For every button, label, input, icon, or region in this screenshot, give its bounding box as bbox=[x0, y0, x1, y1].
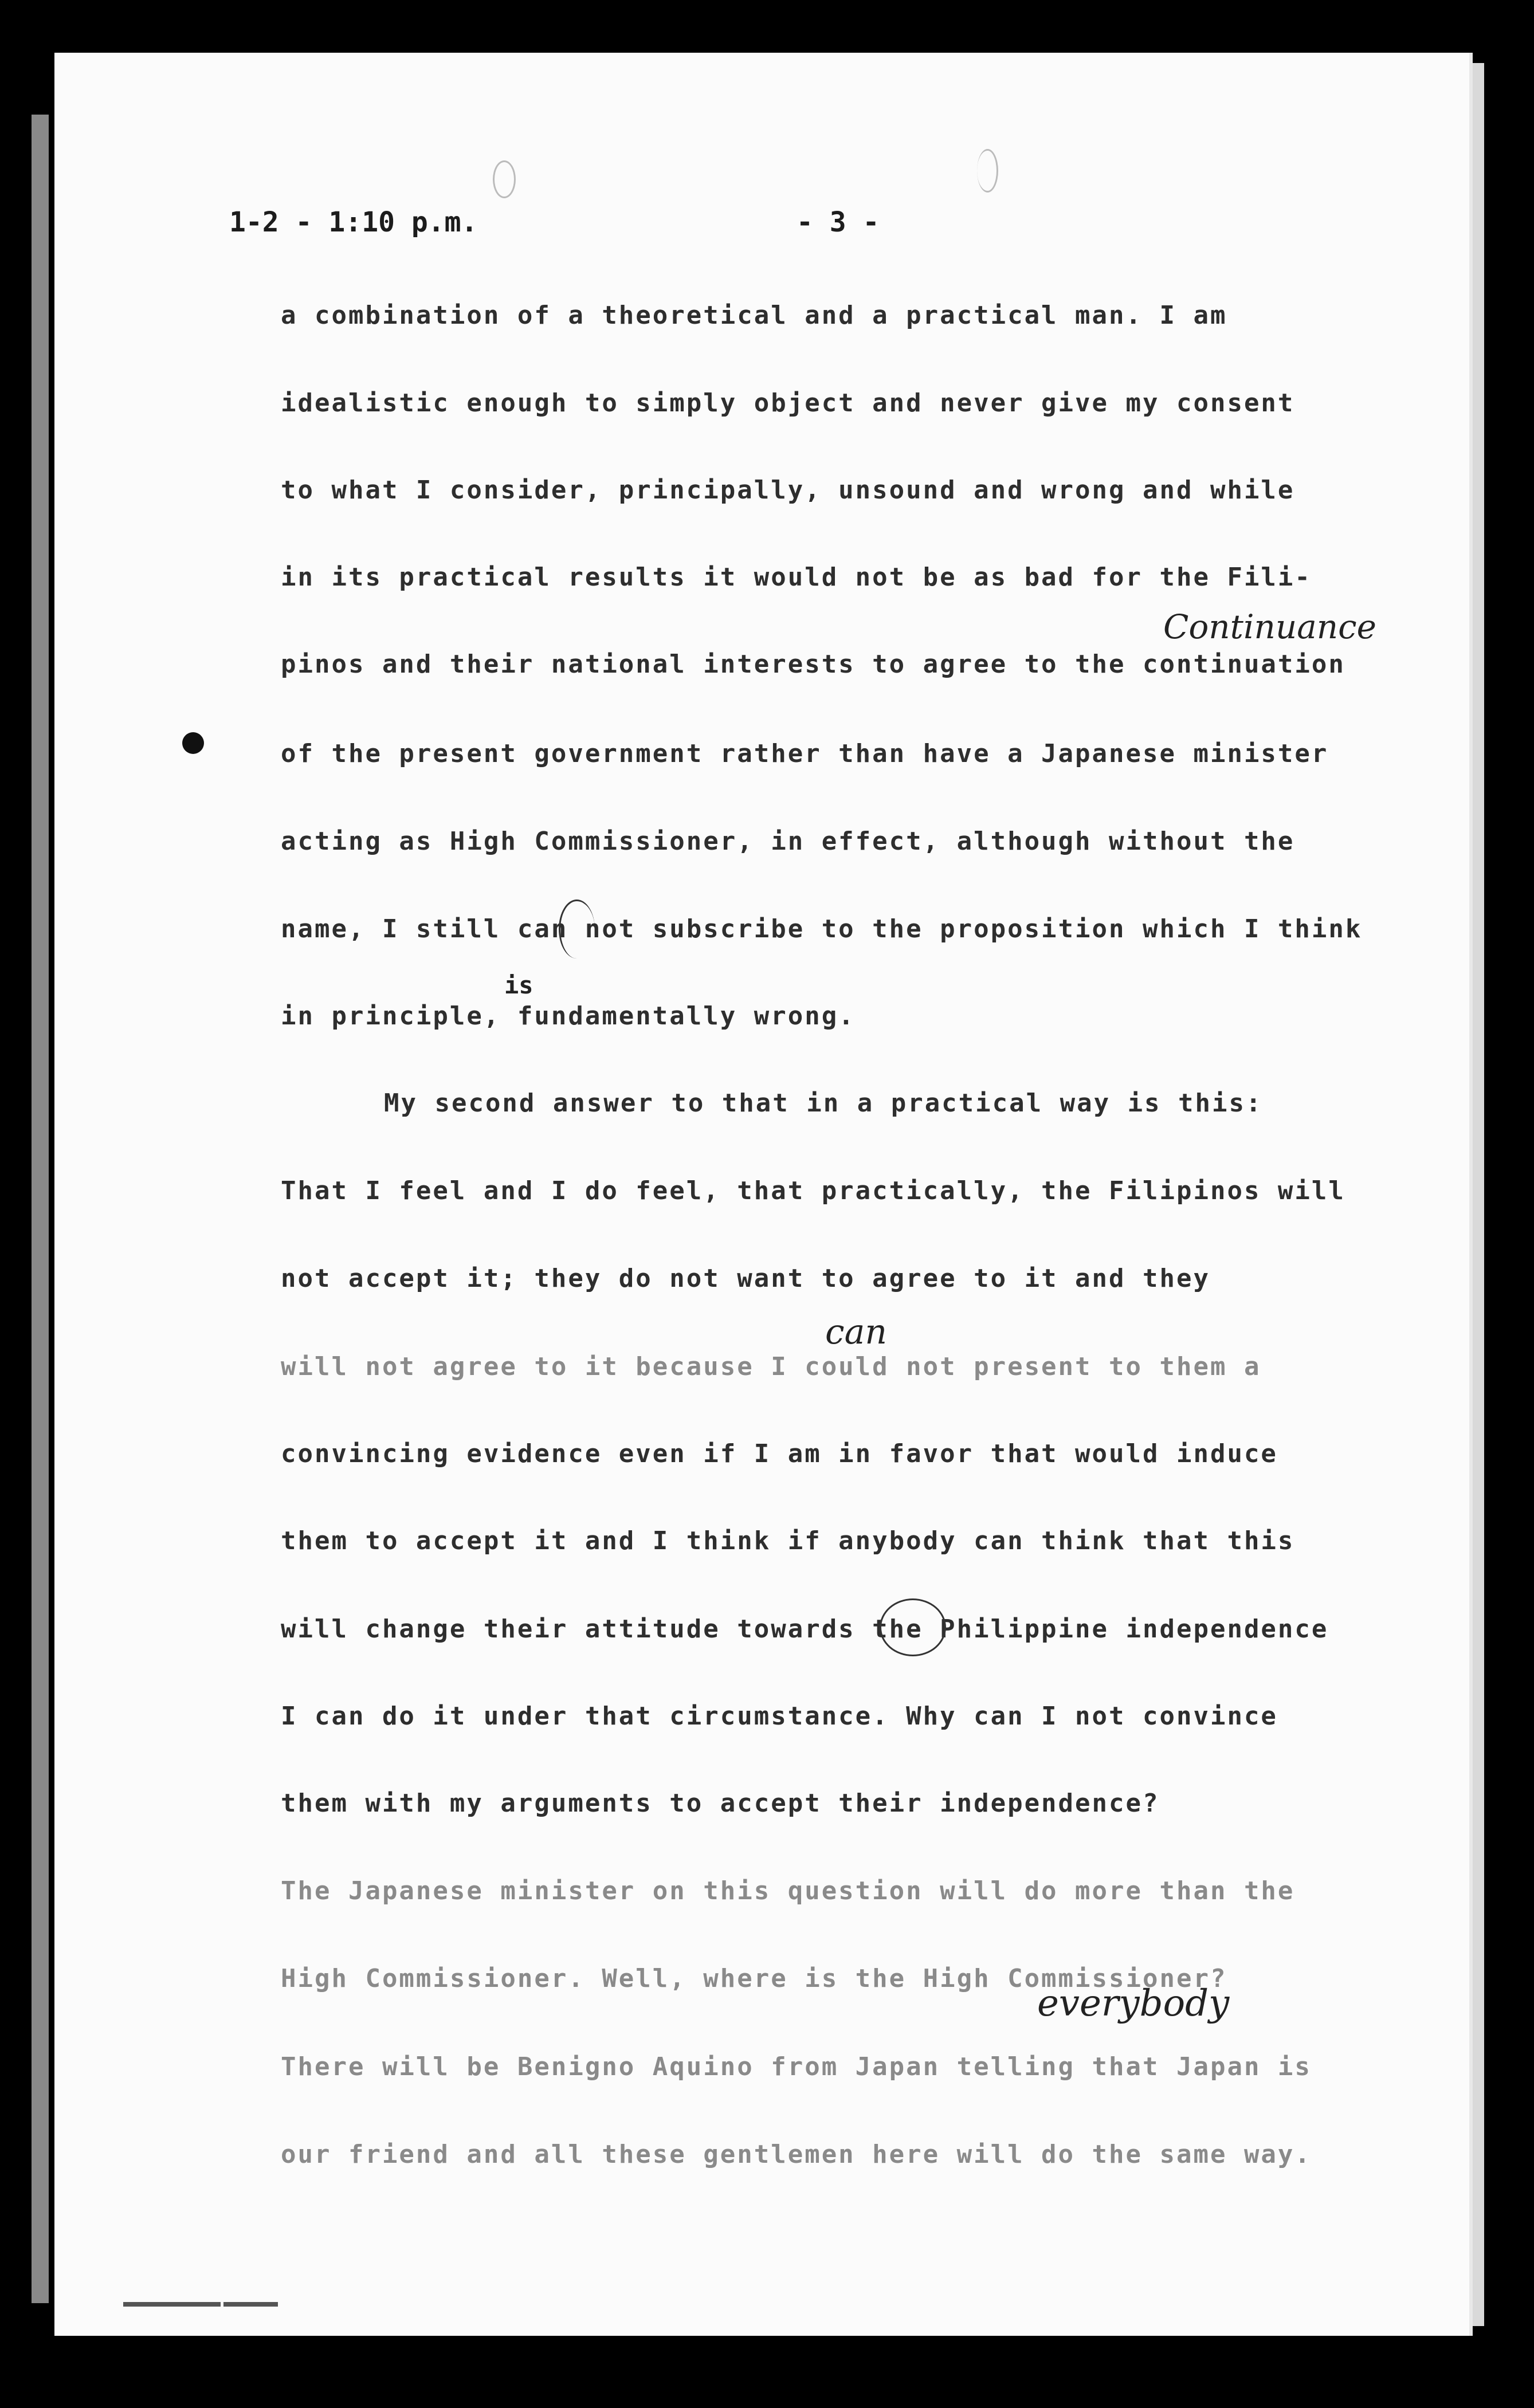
text-line: our friend and all these gentlemen here will do the same way. bbox=[281, 2140, 1312, 2169]
bottom-scan-mark bbox=[123, 2302, 221, 2307]
text-line: idealistic enough to simply object and never give my consent bbox=[281, 388, 1295, 418]
text-line: name, I still can not subscribe to the proposition which I think bbox=[281, 914, 1363, 944]
text-line: not accept it; they do not want to agree to it and they bbox=[281, 1264, 1210, 1293]
text-line: convincing evidence even if I am in favor that would induce bbox=[281, 1439, 1278, 1468]
text-line: a combination of a theoretical and a practical man. I am bbox=[281, 301, 1227, 330]
bottom-scan-mark bbox=[223, 2302, 278, 2307]
text-line: acting as High Commissioner, in effect, although without the bbox=[281, 827, 1295, 856]
page-header-time: 1-2 - 1:10 p.m. bbox=[229, 206, 478, 238]
pen-circle-mark bbox=[559, 899, 595, 959]
text-line: of the present government rather than have a Japanese minister bbox=[281, 739, 1329, 768]
text-line: I can do it under that circumstance. Why can I not convince bbox=[281, 1702, 1278, 1731]
margin-dot bbox=[182, 732, 204, 754]
binding-edge bbox=[32, 115, 49, 2303]
handwritten-is: is bbox=[504, 971, 533, 999]
text-line: My second answer to that in a practical way is this: bbox=[384, 1089, 1263, 1118]
page-number: - 3 - bbox=[797, 206, 880, 238]
text-line: in principle, fundamentally wrong. bbox=[281, 1001, 856, 1031]
text-line: That I feel and I do feel, that practically, the Filipinos will bbox=[281, 1176, 1345, 1205]
text-line: them to accept it and I think if anybody can think that this bbox=[281, 1526, 1295, 1555]
text-line: will not agree to it because I could not present to them a bbox=[281, 1352, 1261, 1381]
punch-hole-mark bbox=[493, 160, 516, 198]
handwritten-continuance: Continuance bbox=[1163, 607, 1376, 646]
text-line: There will be Benigno Aquino from Japan telling that Japan is bbox=[281, 2052, 1312, 2081]
text-line: in its practical results it would not be as bad for the Fili- bbox=[281, 563, 1312, 592]
text-line: them with my arguments to accept their independence? bbox=[281, 1789, 1160, 1818]
text-line: to what I consider, principally, unsound and wrong and while bbox=[281, 476, 1295, 505]
text-line: High Commissioner. Well, where is the High Commissioner? bbox=[281, 1964, 1227, 1993]
text-line: will change their attitude towards the Philippine independence bbox=[281, 1615, 1329, 1644]
handwritten-everybody: everybody bbox=[1037, 1982, 1230, 2025]
handwritten-can: can bbox=[825, 1312, 888, 1352]
pen-circle-mark bbox=[880, 1598, 946, 1656]
punch-hole-mark bbox=[977, 149, 998, 193]
text-line: pinos and their national interests to agree to the continuation bbox=[281, 650, 1345, 679]
text-line: The Japanese minister on this question will do more than the bbox=[281, 1876, 1295, 1906]
